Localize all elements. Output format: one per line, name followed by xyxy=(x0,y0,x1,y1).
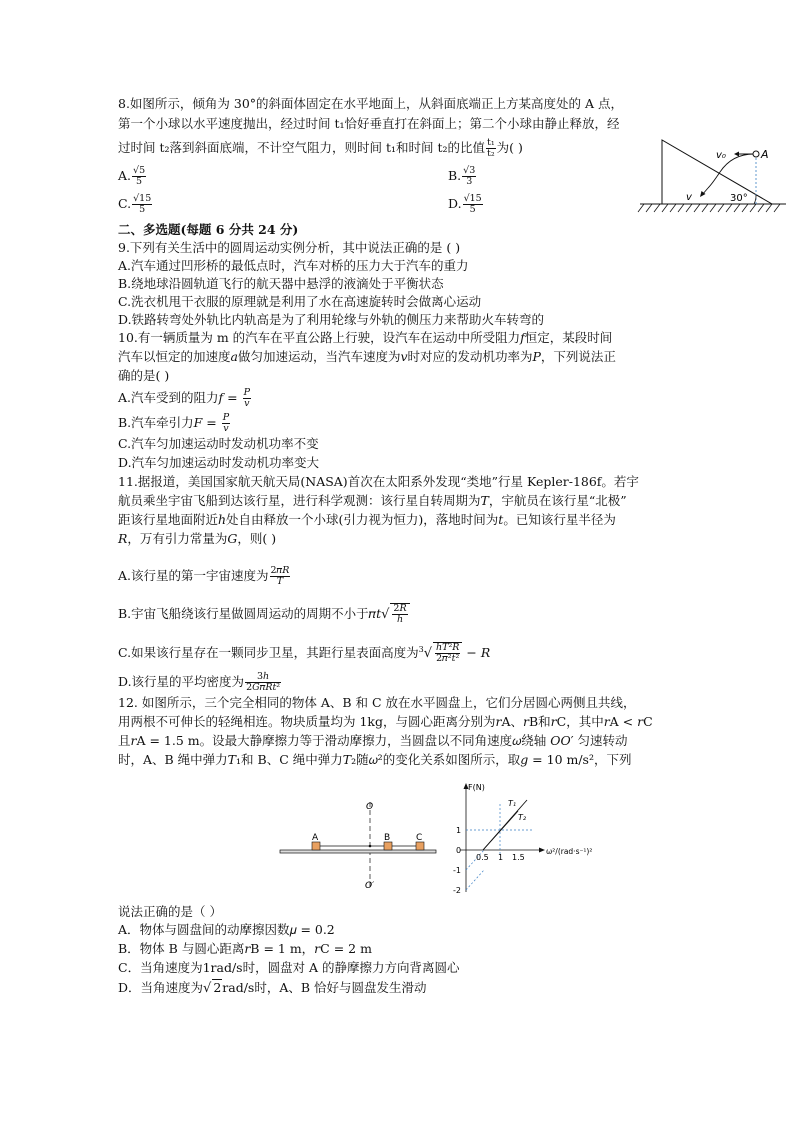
label-c: C xyxy=(416,833,423,843)
q12-line4: 时，A、B 绳中弹力𝑇₁和 B、C 绳中弹力𝑇₂随𝜔²的变化关系如图所示，取𝑔 = 10 m/s²，下列 xyxy=(118,752,632,767)
center-point xyxy=(369,845,372,848)
q8-line1: 8.如图所示，倾角为 30°的斜面体固定在水平地面上，从斜面底端正上方某高度处的 A 点， xyxy=(118,96,624,111)
disk xyxy=(280,850,436,853)
block-c xyxy=(416,842,424,850)
force-graph xyxy=(446,780,646,902)
q12-option-c: C．当角速度为1rad/s时，圆盘对 A 的静摩擦力方向背离圆心 xyxy=(118,960,460,975)
block-a xyxy=(312,842,320,850)
incline-figure xyxy=(636,138,792,218)
q9-option-a: A.汽车通过凹形桥的最低点时，汽车对桥的压力大于汽车的重力 xyxy=(118,258,469,273)
angle-label: 30° xyxy=(730,193,748,204)
q8-line3: 过时间 t₂落到斜面底端，不计空气阻力，则时间 t₁和时间 t₂的比值 $\frac{\text{t₁}}{\text{t₂}}$ 为( ) xyxy=(118,137,523,159)
point-a xyxy=(753,151,759,157)
label-o: O xyxy=(366,802,374,812)
q11-option-c: C.如果该行星存在一颗同步卫星，其距行星表面高度为$^3$√ $\frac{\text{ℎ𝑇²𝑅}}{\text{2𝜋²𝑡²}}$ − 𝑅 xyxy=(118,642,491,665)
q12-line5: 说法正确的是（ ） xyxy=(118,904,222,919)
q12-line2: 用两根不可伸长的轻绳相连。物块质量均为 1kg，与圆心距离分别为𝑟A、𝑟B和𝑟C，其中𝑟A < 𝑟C xyxy=(118,714,653,729)
q10-option-c: C.汽车匀加速运动时发动机功率不变 xyxy=(118,436,319,451)
q9-option-d: D.铁路转弯处外轨比内轨高是为了利用轮缘与外轨的侧压力来帮助火车转弯的 xyxy=(118,312,545,327)
label-a: A xyxy=(312,833,319,843)
q12-line1: 12. 如图所示，三个完全相同的物体 A、B 和 C 放在水平圆盘上，它们分居圆心两侧且共线， xyxy=(118,695,636,710)
q8-line2: 第一个小球以水平速度抛出，经过时间 t₁恰好垂直打在斜面上；第二个小球由静止释放，经 xyxy=(118,116,620,131)
q11-option-a: A.该行星的第一宇宙速度为 $\frac{\text{2𝜋𝑅}}{\text{𝑇}}$ xyxy=(118,565,290,587)
q9-stem: 9.下列有关生活中的圆周运动实例分析，其中说法正确的是 ( ) xyxy=(118,240,461,255)
q11-line4: 𝑅，万有引力常量为𝐺，则( ) xyxy=(118,531,277,546)
block-b xyxy=(384,842,392,850)
q11-option-b: B.宇宙飞船绕该行星做圆周运动的周期不小于𝜋𝑡√ $\frac{\text{2𝑅}}{\text{ℎ}}$ xyxy=(118,603,410,625)
y-tick: 0 xyxy=(456,846,462,855)
q11-option-d: D.该行星的平均密度为 $\frac{\text{3ℎ}}{\text{2𝐺𝜋𝑅𝑡²}}$ xyxy=(118,671,281,693)
y-axis-label: F(N) xyxy=(468,783,485,792)
disk-figure xyxy=(278,796,438,896)
q9-option-c: C.洗衣机甩干衣服的原理就是利用了水在高速旋转时会做离心运动 xyxy=(118,294,482,309)
q8-option-d: D. $\frac{√15}{5}$ xyxy=(448,193,482,215)
q12-option-b: B．物体 B 与圆心距离𝑟B = 1 m，𝑟C = 2 m xyxy=(118,941,372,956)
q12-option-a: A．物体与圆盘间的动摩擦因数𝜇 = 0.2 xyxy=(118,922,335,937)
x-axis-label: ω²/(rad·s⁻¹)² xyxy=(546,847,593,856)
q10-option-b: B.汽车牵引力𝐹 = $\frac{\text{𝑃}}{\text{𝑣}}$ xyxy=(118,412,230,434)
t1-over-t2: $\frac{\text{t₁}}{\text{t₂}}$ xyxy=(487,137,495,159)
y-tick: 1 xyxy=(456,826,462,835)
t2-label: T₂ xyxy=(518,813,527,822)
v-label: v xyxy=(686,192,692,203)
t2-line xyxy=(483,811,518,850)
q10-option-a: A.汽车受到的阻力𝑓 = $\frac{\text{𝑃}}{\text{𝑣}}$ xyxy=(118,387,250,409)
label-b: B xyxy=(384,833,391,843)
label-o-prime: O′ xyxy=(365,881,375,891)
v0-label: v₀ xyxy=(716,150,726,161)
q9-option-b: B.绕地球沿圆轨道飞行的航天器中悬浮的液滴处于平衡状态 xyxy=(118,276,444,291)
a-label: A xyxy=(761,148,769,161)
q10-line2: 汽车以恒定的加速度𝑎做匀加速运动，当汽车速度为𝑣时对应的发动机功率为𝑃，下列说法正 xyxy=(118,349,616,364)
section-heading: 二、多选题(每题 6 分共 24 分) xyxy=(118,222,299,237)
t1-label: T₁ xyxy=(508,799,517,808)
q10-line1: 10.有一辆质量为 m 的汽车在平直公路上行驶，设汽车在运动中所受阻力𝑓恒定，某段时间 xyxy=(118,330,613,345)
q10-option-d: D.汽车匀加速运动时发动机功率变大 xyxy=(118,455,320,470)
q11-line2: 航员乘坐宇宙飞船到达该行星，进行科学观测：该行星自转周期为𝑇，宇航员在该行星“北极” xyxy=(118,493,627,508)
y-tick: -1 xyxy=(453,866,461,875)
y-tick: -2 xyxy=(453,886,461,895)
q8-option-c: C. $\frac{√15}{5}$ xyxy=(118,193,152,215)
q8-option-b: B. $\frac{√3}{3}$ xyxy=(448,165,476,187)
x-tick: 0.5 xyxy=(476,853,489,862)
q8-option-a: A. $\frac{√5}{5}$ xyxy=(118,165,146,187)
q11-line1: 11.据报道，美国国家航天航天局(NASA)首次在太阳系外发现“类地”行星 Kepler-186f。若宇 xyxy=(118,474,639,489)
q12-option-d: D．当角速度为√ 2rad/s时，A、B 恰好与圆盘发生滑动 xyxy=(118,980,427,996)
x-tick: 1 xyxy=(498,853,504,862)
q11-line3: 距该行星地面附近ℎ处自由释放一个小球(引力视为恒力)，落地时间为𝑡。已知该行星半径为 xyxy=(118,512,616,527)
x-tick: 1.5 xyxy=(512,853,525,862)
q12-line3: 且𝑟A = 1.5 m。设最大静摩擦力等于滑动摩擦力，当圆盘以不同角速度𝜔绕轴 𝑂𝑂′ 匀速转动 xyxy=(118,733,628,748)
q10-line3: 确的是( ) xyxy=(118,368,170,383)
